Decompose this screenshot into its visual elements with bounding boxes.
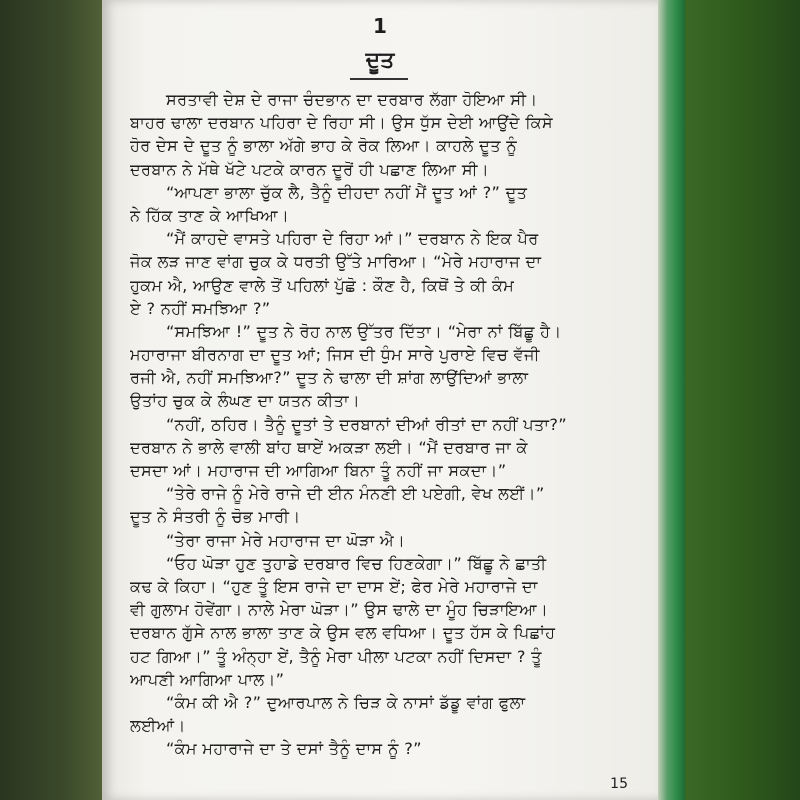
background-left: [0, 0, 110, 800]
text-line: ਰਜੀ ਐ, ਨਹੀਂ ਸਮਝਿਆ?” ਦੂਤ ਨੇ ਢਾਲਾ ਦੀ ਸ਼ਾਂਗ ਲਾਉਂਦਿਆਂ ਭਾਲਾ: [130, 368, 529, 388]
text-line: ਬਾਹਰ ਢਾਲਾ ਦਰਬਾਨ ਪਹਿਰਾ ਦੇ ਰਿਹਾ ਸੀ। ਉਸ ਧੁੱਸ ਦੇਈ ਆਉਂਦੇ ਕਿਸੇ: [130, 113, 553, 133]
text-line: ਦਰਬਾਨ ਨੇ ਮੱਥੇ ਖੱਟੇ ਪਟਕੇ ਕਾਰਨ ਦੂਰੋਂ ਹੀ ਪਛਾਣ ਲਿਆ ਸੀ।: [130, 159, 490, 179]
text-line: “ਕੰਮ ਕੀ ਐ ?” ਦੁਆਰਪਾਲ ਨੇ ਚਿੜ ਕੇ ਨਾਸਾਂ ਡੱਡੂ ਵਾਂਗ ਫੁਲਾ: [166, 692, 526, 712]
text-line: ਉਤਾਂਹ ਚੁਕ ਕੇ ਲੰਘਣ ਦਾ ਯਤਨ ਕੀਤਾ।: [130, 391, 361, 411]
text-line: “ਤੇਰੇ ਰਾਜੇ ਨੂੰ ਮੇਰੇ ਰਾਜੇ ਦੀ ਈਨ ਮੰਨਣੀ ਈ ਪਏਗੀ, ਵੇਖ ਲਈਂ।”: [166, 484, 545, 504]
text-line: “ਆਪਣਾ ਭਾਲਾ ਚੁੱਕ ਲੈ, ਤੈਨੂੰ ਦੀਹਦਾ ਨਹੀਂ ਮੈਂ ਦੂਤ ਆਂ ?” ਦੂਤ: [166, 182, 528, 202]
text-line: “ਓਹ ਘੋੜਾ ਹੁਣ ਤੁਹਾਡੇ ਦਰਬਾਰ ਵਿਚ ਹਿਣਕੇਗਾ।” ਬਿੱਛੂ ਨੇ ਛਾਤੀ: [166, 553, 547, 573]
text-line: ਸਰਤਾਵੀ ਦੇਸ਼ ਦੇ ਰਾਜਾ ਚੰਦਭਾਨ ਦਾ ਦਰਬਾਰ ਲੱਗਾ ਹੋਇਆ ਸੀ।: [166, 90, 538, 109]
page-body: [130, 88, 640, 760]
text-line: ਹੁਕਮ ਐ, ਆਉਣ ਵਾਲੇ ਤੋਂ ਪਹਿਲਾਂ ਪੁੱਛੋ : ਕੌਣ ਹੈ, ਕਿਥੋਂ ਤੇ ਕੀ ਕੰਮ: [130, 275, 515, 295]
text-line: ਹਟ ਗਿਆ।” ਤੂੰ ਅੰਨ੍ਹਾ ਏਂ, ਤੈਨੂੰ ਮੇਰਾ ਪੀਲਾ ਪਟਕਾ ਨਹੀਂ ਦਿਸਦਾ ? ਤੂੰ: [130, 646, 542, 666]
text-line: “ਮੈਂ ਕਾਹਦੇ ਵਾਸਤੇ ਪਹਿਰਾ ਦੇ ਰਿਹਾ ਆਂ।” ਦਰਬਾਨ ਨੇ ਇਕ ਪੈਰ: [166, 229, 539, 249]
text-line: “ਨਹੀਂ, ਠਹਿਰ। ਤੈਨੂੰ ਦੂਤਾਂ ਤੇ ਦਰਬਾਨਾਂ ਦੀਆਂ ਰੀਤਾਂ ਦਾ ਨਹੀਂ ਪਤਾ?”: [166, 414, 567, 434]
text-line: “ਕੰਮ ਮਹਾਰਾਜੇ ਦਾ ਤੇ ਦਸਾਂ ਤੈਨੂੰ ਦਾਸ ਨੂੰ ?”: [166, 739, 422, 759]
chapter-number: 1: [373, 14, 387, 38]
text-line: ਦਰਬਾਨ ਨੇ ਭਾਲੇ ਵਾਲੀ ਬਾਂਹ ਥਾਏਂ ਅਕੜਾ ਲਈ। “ਮੈਂ ਦਰਬਾਰ ਜਾ ਕੇ: [130, 437, 528, 457]
text-line: ਕਢ ਕੇ ਕਿਹਾ। “ਹੁਣ ਤੂੰ ਇਸ ਰਾਜੇ ਦਾ ਦਾਸ ਏਂ; ਫੇਰ ਮੇਰੇ ਮਹਾਰਾਜੇ ਦਾ: [130, 576, 538, 596]
text-line: ਦੂਤ ਨੇ ਸੰਤਰੀ ਨੂੰ ਚੋਭ ਮਾਰੀ।: [130, 507, 301, 527]
text-line: ਹੋਰ ਦੇਸ ਦੇ ਦੂਤ ਨੂੰ ਭਾਲਾ ਅੱਗੇ ਭਾਹ ਕੇ ਰੋਕ ਲਿਆ। ਕਾਹਲੇ ਦੂਤ ਨੂੰ: [130, 136, 518, 156]
chapter-title: ਦੂਤ: [365, 48, 395, 73]
text-line: ਦਸਦਾ ਆਂ। ਮਹਾਰਾਜ ਦੀ ਆਗਿਆ ਬਿਨਾ ਤੂੰ ਨਹੀਂ ਜਾ ਸਕਦਾ।”: [130, 461, 507, 480]
text-line: ਜੋਕ ਲੜ ਜਾਣ ਵਾਂਗ ਚੁਕ ਕੇ ਧਰਤੀ ਉੱਤੇ ਮਾਰਿਆ। “ਮੇਰੇ ਮਹਾਰਾਜ ਦਾ: [130, 252, 542, 272]
page-number: 15: [610, 776, 628, 792]
title-underline: [350, 78, 408, 80]
text-line: “ਸਮਝਿਆ !” ਦੂਤ ਨੇ ਰੋਹ ਨਾਲ ਉੱਤਰ ਦਿੱਤਾ। “ਮੇਰਾ ਨਾਂ ਬਿੱਛੂ ਹੈ।: [166, 321, 562, 341]
text-line: ਦਰਬਾਨ ਗੁੱਸੇ ਨਾਲ ਭਾਲਾ ਤਾਣ ਕੇ ਉਸ ਵਲ ਵਧਿਆ। ਦੂਤ ਹੱਸ ਕੇ ਪਿਛਾਂਹ: [130, 623, 556, 643]
book-page: [102, 0, 658, 800]
text-line: ਲਈਆਂ।: [130, 716, 186, 736]
text-line: ਨੇ ਹਿੱਕ ਤਾਣ ਕੇ ਆਖਿਆ।: [130, 205, 290, 225]
text-line: ਮਹਾਰਾਜਾ ਬੀਰਨਾਗ ਦਾ ਦੂਤ ਆਂ; ਜਿਸ ਦੀ ਧੁੰਮ ਸਾਰੇ ਪੁਰਾਏ ਵਿਚ ਵੱਜੀ: [130, 345, 540, 365]
text-line: ਆਪਣੀ ਆਗਿਆ ਪਾਲ।”: [130, 669, 285, 689]
book-cover-edge: [656, 0, 685, 800]
background-right: [680, 0, 800, 800]
text-line: “ਤੇਰਾ ਰਾਜਾ ਮੇਰੇ ਮਹਾਰਾਜ ਦਾ ਘੋੜਾ ਐ।: [166, 530, 406, 550]
text-line: ਏ ? ਨਹੀਂ ਸਮਝਿਆ ?”: [130, 298, 271, 318]
text-line: ਵੀ ਗੁਲਾਮ ਹੋਵੇਂਗਾ। ਨਾਲੇ ਮੇਰਾ ਘੋੜਾ।” ਉਸ ਢਾਲੇ ਦਾ ਮੂੰਹ ਚਿੜਾਇਆ।: [130, 600, 549, 620]
